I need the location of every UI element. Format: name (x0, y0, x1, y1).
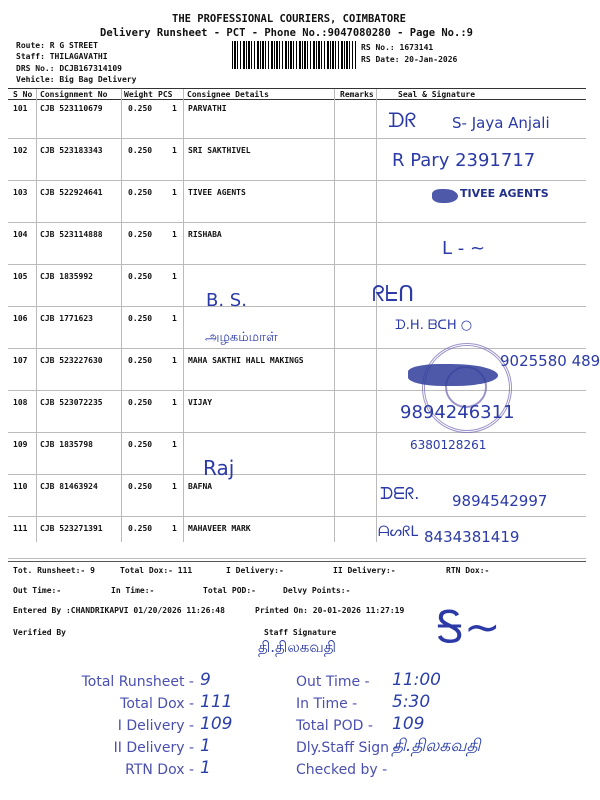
drs-text: DRS No.: DCJB167314109 (16, 64, 122, 73)
row-sno: 108 (13, 398, 28, 407)
r109-phone: 6380128261 (410, 438, 487, 452)
summary-value: 11:00 (392, 670, 441, 690)
table-header-rule (8, 99, 586, 100)
row-divider (8, 222, 586, 223)
row-consignment-no: CJB 522924641 (40, 188, 103, 197)
row-divider (8, 138, 586, 139)
row-weight: 0.250 (128, 482, 153, 491)
row-pcs: 1 (172, 524, 177, 533)
col-seal: Seal & Signature (398, 90, 476, 99)
row-pcs: 1 (172, 104, 177, 113)
row-consignee: BAFNA (188, 482, 213, 491)
staff-signature: தி.திலகவதி (258, 638, 337, 656)
summary-label: In Time - (296, 696, 358, 712)
row-divider (8, 180, 586, 181)
out-time: Out Time:- (13, 586, 62, 595)
total-pod: Total POD:- (203, 586, 256, 595)
row-consignment-no: CJB 81463924 (40, 482, 98, 491)
row-consignee: PARVATHI (188, 104, 227, 113)
company-name: THE PROFESSIONAL COURIERS, COIMBATORE (172, 13, 406, 25)
row-consignment-no: CJB 1835992 (40, 272, 93, 281)
summary-value: 5:30 (392, 692, 431, 712)
r110-phone: 9894542997 (452, 492, 548, 510)
table-bottom-rule (8, 561, 586, 562)
row-weight: 0.250 (128, 188, 153, 197)
row-consignee: VIJAY (188, 398, 213, 407)
col-pcs: PCS (158, 90, 173, 99)
row-divider (8, 474, 586, 475)
rs-no-text: RS No.: 1673141 (361, 43, 434, 52)
col-remarks: Remarks (340, 90, 374, 99)
signature-scribble: ᗪᖇ (388, 108, 417, 132)
row-sno: 101 (13, 104, 28, 113)
summary-label: Checked by - (296, 762, 388, 778)
r111-phone: 8434381419 (424, 528, 520, 546)
signature-scribble: ᗩᔕᖇᒪ (378, 524, 419, 540)
r103-stamp: TIVEE AGENTS (460, 187, 549, 200)
row-sno: 106 (13, 314, 28, 323)
row-pcs: 1 (172, 482, 177, 491)
summary-label: Out Time - (296, 674, 370, 690)
signature-scribble: ᗪᗴᖇ. (380, 484, 420, 503)
total-dox: Total Dox:- 111 (120, 566, 193, 575)
rs-date-text: RS Date: 20-Jan-2026 (361, 55, 458, 64)
summary-label: II Delivery - (113, 740, 194, 756)
row-pcs: 1 (172, 314, 177, 323)
staff-signature-label: Staff Signature (264, 628, 337, 637)
row-divider (8, 264, 586, 265)
row-weight: 0.250 (128, 356, 153, 365)
row-weight: 0.250 (128, 272, 153, 281)
r107-phone: 9025580 489 (500, 352, 600, 370)
summary-label: RTN Dox - (125, 762, 194, 778)
row-weight: 0.250 (128, 524, 153, 533)
col-consignment: Consignment No (40, 90, 108, 99)
summary-label: Total Runsheet - (81, 674, 194, 690)
row-consignment-no: CJB 523114888 (40, 230, 103, 239)
row-weight: 0.250 (128, 230, 153, 239)
row-consignee: MAHAVEER MARK (188, 524, 251, 533)
row-consignment-no: CJB 1771623 (40, 314, 93, 323)
table-top-rule (8, 88, 586, 89)
row-consignee: RISHABA (188, 230, 222, 239)
ink-scribble (408, 364, 498, 386)
signature-scribble: ᗪ.ᕼ. ᗷᑕᕼ ○ (395, 318, 473, 333)
row-pcs: 1 (172, 398, 177, 407)
row-consignee: MAHA SAKTHI HALL MAKINGS (188, 356, 304, 365)
row-pcs: 1 (172, 230, 177, 239)
row-sno: 110 (13, 482, 28, 491)
signature-scribble: ᖇᖶᑎ (372, 282, 415, 307)
row-divider (8, 558, 586, 559)
col-weight: Weight (124, 90, 153, 99)
row-sno: 107 (13, 356, 28, 365)
row-consignment-no: CJB 523183343 (40, 146, 103, 155)
row-sno: 102 (13, 146, 28, 155)
row-sno: 104 (13, 230, 28, 239)
rtn-dox: RTN Dox:- (446, 566, 490, 575)
row-divider (8, 432, 586, 433)
col-sno: S No (13, 90, 33, 99)
row-pcs: 1 (172, 440, 177, 449)
summary-label: Total POD - (296, 718, 373, 734)
printed-on: Printed On: 20-01-2026 11:27:19 (255, 606, 405, 615)
row-weight: 0.250 (128, 440, 153, 449)
entered-by: Entered By :CHANDRIKAPVI 01/20/2026 11:26:48 (13, 606, 225, 615)
ii-delivery: II Delivery:- (333, 566, 396, 575)
row-weight: 0.250 (128, 398, 153, 407)
summary-value: 1 (200, 736, 211, 756)
verifier-signature: Ꭶ~ (436, 602, 501, 653)
scribble: ᒪ - ~ (442, 238, 486, 259)
r108-phone: 9894246311 (400, 402, 515, 423)
row-divider (8, 348, 586, 349)
r106-handwritten: அழகம்மாள் (205, 330, 278, 345)
in-time: In Time:- (111, 586, 155, 595)
row-divider (8, 516, 586, 517)
summary-value: 9 (200, 670, 211, 690)
row-weight: 0.250 (128, 146, 153, 155)
row-sno: 103 (13, 188, 28, 197)
row-consignment-no: CJB 523110679 (40, 104, 103, 113)
summary-value: 111 (200, 692, 233, 712)
row-consignment-no: CJB 1835798 (40, 440, 93, 449)
row-divider (8, 306, 586, 307)
row-consignment-no: CJB 523072235 (40, 398, 103, 407)
staff-text: Staff: THILAGAVATHI (16, 52, 108, 61)
tot-runsheet: Tot. Runsheet:- 9 (13, 566, 95, 575)
summary-value: 109 (200, 714, 233, 734)
summary-label: Total Dox - (120, 696, 194, 712)
row-pcs: 1 (172, 272, 177, 281)
r109-handwritten: Raj (203, 456, 235, 480)
route-text: Route: R G STREET (16, 41, 98, 50)
r102-signature: R Pary 2391717 (392, 150, 536, 171)
row-consignment-no: CJB 523227630 (40, 356, 103, 365)
vehicle-text: Vehicle: Big Bag Delivery (16, 75, 137, 84)
row-pcs: 1 (172, 356, 177, 365)
row-pcs: 1 (172, 146, 177, 155)
row-weight: 0.250 (128, 104, 153, 113)
summary-value: 109 (392, 714, 425, 734)
row-pcs: 1 (172, 188, 177, 197)
delvy-points: Delvy Points:- (283, 586, 351, 595)
r101-signature: S- Jaya Anjali (452, 114, 550, 132)
summary-label: I Delivery - (117, 718, 194, 734)
ink-stamp-mark (432, 189, 458, 203)
row-sno: 111 (13, 524, 28, 533)
row-consignee: TIVEE AGENTS (188, 188, 246, 197)
summary-label: Dly.Staff Sign - (296, 740, 399, 756)
row-consignment-no: CJB 523271391 (40, 524, 103, 533)
verified-by: Verified By (13, 628, 66, 637)
r105-handwritten: B. S. (206, 290, 247, 311)
runsheet-title: Delivery Runsheet - PCT - Phone No.:9047080280 - Page No.:9 (100, 27, 473, 39)
row-sno: 109 (13, 440, 28, 449)
barcode-image (232, 41, 356, 69)
i-delivery: I Delivery:- (226, 566, 284, 575)
col-consignee: Consignee Details (187, 90, 269, 99)
summary-value: தி.திலகவதி (392, 736, 481, 756)
row-weight: 0.250 (128, 314, 153, 323)
summary-value: 1 (200, 758, 211, 778)
row-sno: 105 (13, 272, 28, 281)
row-consignee: SRI SAKTHIVEL (188, 146, 251, 155)
